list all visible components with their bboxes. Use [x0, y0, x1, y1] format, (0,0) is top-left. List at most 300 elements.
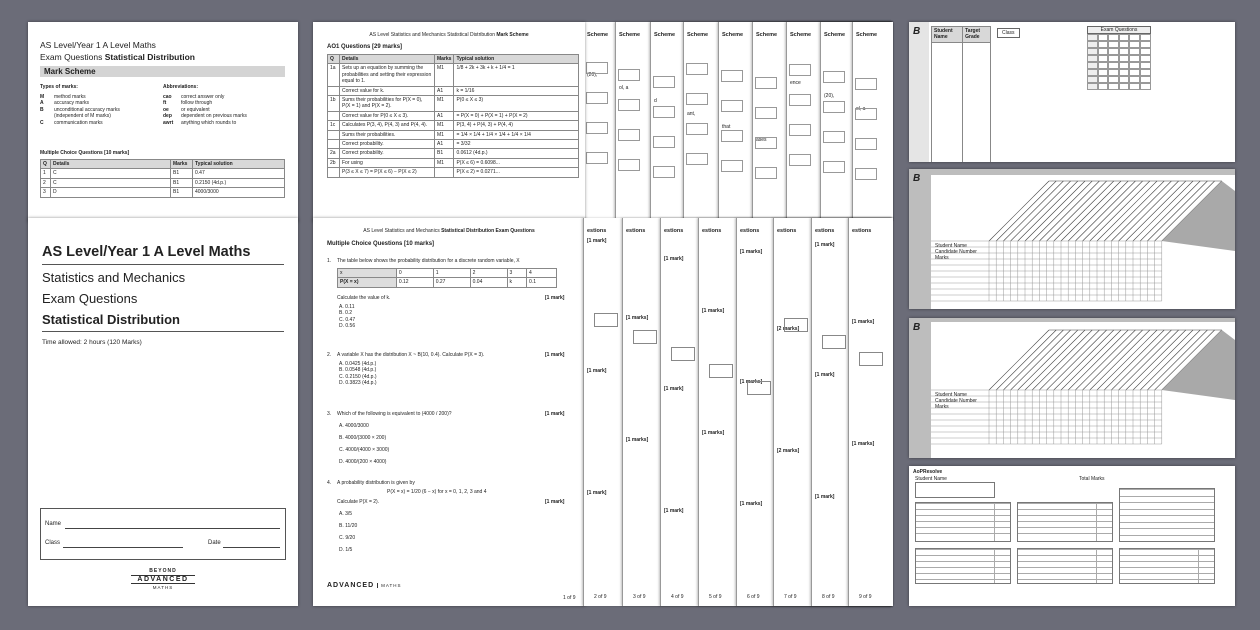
table-cell: M1	[435, 64, 454, 86]
q1-table-cell: x	[338, 269, 397, 278]
tracker2-logo-icon: B	[913, 173, 921, 184]
ms-stack-heading: Scheme	[824, 32, 846, 38]
diag-header-line	[1054, 181, 1114, 241]
t1-grid-cell	[1119, 34, 1130, 41]
exam-stack-heading: estions	[815, 228, 835, 234]
exam-stack-mark: [1 mark]	[587, 490, 607, 496]
table-cell: Calculates P(3, 4), P(4, 3) and P(4, 4).	[340, 121, 435, 130]
answer-option: B. 4000/(3000 × 200)	[339, 435, 387, 441]
q3-text: Which of the following is equivalent to (4000 / 200)?	[337, 411, 452, 417]
table-row	[41, 188, 285, 197]
t4-block-col	[1096, 503, 1097, 541]
type-text: method marks	[54, 94, 86, 100]
exam-stack-mark: [1 mark]	[664, 256, 684, 262]
table-cell: For using	[340, 158, 435, 167]
ms-stack-cell	[586, 92, 608, 104]
ms-stack-cell	[653, 166, 675, 178]
ms-stack-heading: Scheme	[619, 32, 641, 38]
exam-stack-mark: [1 marks]	[852, 319, 875, 325]
t1-grid-cell	[1140, 76, 1151, 83]
t4-block-row	[1120, 567, 1214, 568]
diag-header-line	[1097, 181, 1157, 241]
table-row	[328, 149, 579, 158]
diag-header-line	[1032, 330, 1092, 390]
class-line[interactable]	[63, 547, 183, 548]
table-cell: B1	[171, 169, 193, 178]
t1-grid-row	[1087, 76, 1151, 83]
table-cell: = P(X = 0) + P(X = 1) + P(X = 2)	[454, 111, 579, 120]
diag-header-line	[1068, 181, 1128, 241]
t1-grid-cell	[1129, 41, 1140, 48]
ms-stack-cell	[586, 122, 608, 134]
exam-stack-page-number: 7 of 9	[784, 594, 797, 600]
table-header-cell: Details	[340, 55, 435, 64]
abbr-code: ft	[163, 100, 167, 107]
t4-block-row	[1120, 509, 1214, 510]
t1-grid-cell	[1108, 41, 1119, 48]
t1-grid-cell	[1119, 55, 1130, 62]
exam-stack-answerbox	[633, 330, 657, 344]
t4-block-row	[916, 555, 1010, 556]
ms-page-header-bold: Mark Scheme	[496, 32, 529, 38]
exam-stack-page-number: 2 of 9	[594, 594, 607, 600]
cover-line2: Statistics and Mechanics	[42, 270, 186, 285]
t1-grid-row	[1087, 48, 1151, 55]
table-cell: 1	[41, 169, 51, 178]
answer-option: C. 4000/(4000 × 3000)	[339, 447, 390, 453]
t1-grid-cell	[1087, 55, 1098, 62]
t1-grid-cell	[1098, 69, 1109, 76]
ms-stack-cell	[686, 63, 708, 75]
t1-class-button[interactable]: Class	[997, 28, 1020, 38]
t4-block-row	[1120, 489, 1214, 490]
table-row	[41, 169, 285, 178]
diag-header-line	[996, 330, 1056, 390]
exam-stack-page-number: 4 of 9	[671, 594, 684, 600]
date-line[interactable]	[223, 547, 280, 548]
abbr-text: or equivalent	[181, 106, 210, 113]
q1-table-cell: 0.27	[433, 278, 470, 287]
ms-stack-heading: Scheme	[654, 32, 676, 38]
exam-footer-logo-sub: MATHS	[377, 583, 401, 588]
abbr-code: dep	[163, 113, 172, 120]
table-row	[328, 96, 579, 112]
t1-grid-cell	[1129, 76, 1140, 83]
ms-stack-cell	[789, 154, 811, 166]
t1-grid-cell	[1119, 62, 1130, 69]
ms-stack-snip: ence	[790, 80, 801, 86]
t4-block-row	[916, 567, 1010, 568]
ms-page-header-prefix: AS Level Statistics and Mechanics Statistical Distribution	[369, 32, 495, 38]
answer-option: D. 1/5	[339, 547, 353, 553]
t4-block-row	[1120, 522, 1214, 523]
table-cell: M1	[435, 96, 454, 112]
table-cell	[328, 111, 340, 120]
exam-stack-answerbox	[784, 318, 808, 332]
diag-header-line	[1119, 181, 1179, 241]
t1-table-title: Exam Questions	[1087, 26, 1151, 34]
ms-stack-cell	[855, 108, 877, 120]
t1-grid-cell	[1108, 83, 1119, 90]
abbr-code: cao	[163, 94, 172, 100]
table-cell: M1	[435, 130, 454, 139]
ms-page-table	[327, 54, 579, 178]
table-cell	[328, 140, 340, 149]
logo-bot: MATHS	[152, 585, 174, 590]
table-header-cell: Typical solution	[193, 160, 285, 169]
exam-stack-page-number: 9 of 9	[859, 594, 872, 600]
q1-table-cell: 2	[470, 269, 507, 278]
table-cell: B1	[171, 178, 193, 187]
t1-grid-row	[1087, 34, 1151, 41]
t1-grid	[1087, 34, 1151, 90]
table-cell: P(X ≤ 6) = 0.6098...	[454, 158, 579, 167]
t1-grade-col[interactable]	[963, 42, 991, 162]
exam-stack-answerbox	[709, 364, 733, 378]
table-cell: Correct value for P(0 ≤ X ≤ 3).	[340, 111, 435, 120]
diag-header-line	[1111, 330, 1171, 390]
answer-option: B. 0.2	[339, 310, 353, 317]
diag-header-line	[1011, 181, 1071, 241]
answer-option: B. 11/20	[339, 523, 358, 529]
t1-grid-cell	[1129, 34, 1140, 41]
t4-block-row	[1120, 573, 1214, 574]
table-header-row	[41, 160, 285, 169]
exam-stack-page-number: 6 of 9	[747, 594, 760, 600]
table-header-row	[328, 55, 579, 64]
diag-header-line	[1018, 330, 1078, 390]
ms-stack-cell	[789, 94, 811, 106]
diag-header-line	[1075, 181, 1135, 241]
t1-summary	[1087, 26, 1151, 90]
table-cell: 3	[41, 188, 51, 197]
t1-grid-cell	[1087, 76, 1098, 83]
t4-block-row	[1018, 509, 1112, 510]
t1-grid-row	[1087, 62, 1151, 69]
tracker-4	[909, 466, 1235, 606]
ms-stack-heading: Scheme	[722, 32, 744, 38]
t4-table-block	[915, 548, 1011, 584]
exam-stack-page-number: 5 of 9	[709, 594, 722, 600]
ms-stack-snip: ol, a	[619, 85, 629, 91]
exam-stack-mark: [1 mark]	[587, 238, 607, 244]
t1-grid-cell	[1140, 55, 1151, 62]
t4-block-row	[916, 515, 1010, 516]
t1-grid-cell	[1140, 41, 1151, 48]
q4-formula: P(X = x) = 1/20 (6 − x) for x = 0, 1, 2, 3 and 4	[387, 489, 487, 495]
t1-head2: Target Grade	[963, 27, 991, 43]
table-cell: A1	[435, 86, 454, 95]
ms-front-line2-bold: Statistical Distribution	[104, 52, 195, 62]
diag-header-line	[1025, 181, 1085, 241]
type-text: unconditional accuracy marks	[54, 106, 120, 113]
t4-block-row	[916, 561, 1010, 562]
q1-table-cell: 0.1	[527, 278, 557, 287]
ms-stack-cell	[618, 129, 640, 141]
table-header-cell: Q	[41, 160, 51, 169]
q1-table-row	[338, 278, 557, 287]
exam-stack-mark: [2 marks]	[777, 448, 800, 454]
t1-grid-cell	[1129, 55, 1140, 62]
tracker2-diagonal-headers	[931, 175, 1235, 309]
abbr-text: anything which rounds to	[181, 119, 237, 126]
q1-table-cell: k	[507, 278, 526, 287]
t1-grid-cell	[1108, 76, 1119, 83]
t4-block-row	[1120, 579, 1214, 580]
diag-header-line	[1039, 181, 1099, 241]
exam-stack-mark: [1 marks]	[740, 379, 763, 385]
name-line[interactable]	[65, 528, 280, 529]
exam-stack-heading: estions	[852, 228, 872, 234]
t4-block-row	[1120, 515, 1214, 516]
answer-option: B. 0.0548 (4d.p.)	[339, 367, 377, 374]
exam-stack-mark: [1 marks]	[740, 501, 763, 507]
table-cell: Sets up an equation by summing the probabilities and setting their expression equal to 1.	[340, 64, 435, 86]
table-cell: M1	[435, 158, 454, 167]
table-row	[328, 130, 579, 139]
diag-header-line	[1039, 330, 1099, 390]
t4-left: Student Name	[915, 476, 947, 482]
exam-stack-mark: [1 marks]	[626, 437, 649, 443]
table-header-cell: Typical solution	[454, 55, 579, 64]
cover-time: Time allowed: 2 hours (120 Marks)	[42, 339, 142, 346]
q4-number: 4.	[327, 480, 332, 486]
tracker-2	[909, 169, 1235, 309]
table-header-cell: Marks	[171, 160, 193, 169]
t1-grid-cell	[1129, 48, 1140, 55]
table-cell: k = 1/16	[454, 86, 579, 95]
q4-text: A probability distribution is given by	[337, 480, 415, 486]
q1-table-cell: 0.12	[396, 278, 433, 287]
diag-header-line	[1047, 181, 1107, 241]
q4-prompt: Calculate P(X = 2).	[337, 499, 380, 505]
t1-grid-cell	[1098, 41, 1109, 48]
q1-options	[339, 304, 355, 330]
table-row	[328, 111, 579, 120]
table-cell: Correct probability.	[340, 140, 435, 149]
t4-block-row	[1120, 549, 1214, 550]
t4-block-row	[916, 579, 1010, 580]
exam-stack-page-number: 3 of 9	[633, 594, 646, 600]
t4-info-block	[915, 482, 995, 498]
t4-block-row	[916, 533, 1010, 534]
table-row	[328, 140, 579, 149]
t1-grid-cell	[1098, 55, 1109, 62]
t1-grid-cell	[1098, 83, 1109, 90]
ms-front-line1: AS Level/Year 1 A Level Maths	[40, 40, 156, 50]
markscheme-front-page	[28, 22, 298, 222]
exam-page-number: 1 of 9	[563, 595, 576, 601]
table-row	[328, 121, 579, 130]
t1-grid-cell	[1098, 62, 1109, 69]
t4-block-row	[1120, 528, 1214, 529]
q1-table-cell: 1	[433, 269, 470, 278]
diag-header-line	[1003, 330, 1063, 390]
t4-title: AoPResolve	[913, 469, 943, 475]
table-cell	[328, 130, 340, 139]
table-cell: Correct probability.	[340, 149, 435, 158]
t1-grid-cell	[1140, 34, 1151, 41]
table-header-cell: Details	[51, 160, 171, 169]
diag-header-line	[1104, 181, 1164, 241]
table-cell	[328, 168, 340, 177]
table-cell: 2	[41, 178, 51, 187]
t4-table-block	[915, 502, 1011, 542]
type-text: (independent of M marks)	[54, 113, 111, 120]
diag-header-line	[989, 330, 1049, 390]
answer-option: C. 0.47	[339, 316, 356, 323]
t4-block-col	[1096, 549, 1097, 583]
cover-line1: AS Level/Year 1 A Level Maths	[42, 244, 251, 260]
ms-stack-snip: (20),	[587, 72, 598, 78]
t4-block-row	[916, 509, 1010, 510]
t4-block-row	[1018, 555, 1112, 556]
table-cell: 0.47	[193, 169, 285, 178]
t1-grid-cell	[1119, 83, 1130, 90]
tracker1-logo-icon: B	[913, 26, 921, 37]
q1-number: 1.	[327, 258, 332, 264]
answer-option: D. 0.3823 (4d.p.)	[339, 380, 377, 387]
ms-stack-cell	[686, 123, 708, 135]
type-code: B	[40, 106, 44, 113]
table-cell: Correct value for k.	[340, 86, 435, 95]
exam-stack-answerbox	[671, 347, 695, 361]
ms-stack-heading: Scheme	[687, 32, 709, 38]
exam-stack-mark: [1 mark]	[815, 242, 835, 248]
table-header-cell: Marks	[435, 55, 454, 64]
type-text: communication marks	[54, 119, 103, 126]
ms-front-line2-prefix: Exam Questions	[40, 52, 103, 62]
table-cell: 1/8 + 2k + 3k + k + 1/4 = 1	[454, 64, 579, 86]
type-code: A	[40, 100, 44, 107]
t4-block-row	[1018, 527, 1112, 528]
t4-right-block	[1119, 488, 1215, 542]
table-cell: Sums their probabilities for P(X = 0), P(X = 1) and P(X = 2).	[340, 96, 435, 112]
t1-grid-cell	[1140, 69, 1151, 76]
q4-options	[339, 508, 357, 556]
t1-grid-cell	[1119, 41, 1130, 48]
t4-block-col	[994, 549, 995, 583]
q2-text: A variable X has the distribution X ~ B(10, 0.4). Calculate P(X = 3).	[337, 352, 485, 358]
ms-stack-cell	[686, 153, 708, 165]
table-cell: 1a	[328, 64, 340, 86]
exam-footer-logo	[327, 582, 402, 589]
t3-label1: Student Name	[935, 392, 967, 398]
table-cell: B1	[171, 188, 193, 197]
t1-grid-cell	[1087, 83, 1098, 90]
markscheme-page	[313, 22, 585, 222]
t4-block-row	[1018, 561, 1112, 562]
diag-header-line	[1083, 181, 1143, 241]
t1-grid-cell	[1087, 69, 1098, 76]
answer-option: A. 0.11	[339, 304, 355, 310]
t1-grid-row	[1087, 41, 1151, 48]
t4-table-block	[1017, 548, 1113, 584]
t1-grid-cell	[1119, 48, 1130, 55]
table-cell: = 1/4 × 1/4 + 1/4 × 1/4 + 1/4 × 1/4	[454, 130, 579, 139]
table-cell: Sums their probabilities.	[340, 130, 435, 139]
q3-options	[339, 420, 389, 468]
answer-option: A. 0.0425 (4d.p.)	[339, 361, 377, 367]
table-cell: M1	[435, 121, 454, 130]
exam-stack-mark: [1 marks]	[626, 315, 649, 321]
ms-stack-snip: that	[722, 124, 731, 130]
table-cell: 1c	[328, 121, 340, 130]
t1-grid-cell	[1140, 83, 1151, 90]
t1-grid-cell	[1129, 69, 1140, 76]
answer-option: A. 3/5	[339, 511, 353, 517]
table-cell: D	[51, 188, 171, 197]
exam-stack-page-number: 8 of 9	[822, 594, 835, 600]
answer-option: C. 0.2150 (4d.p.)	[339, 373, 377, 380]
types-title: Types of marks:	[40, 84, 78, 90]
diag-header-line	[989, 181, 1049, 241]
ms-stack-heading: Scheme	[790, 32, 812, 38]
diag-header-line	[1003, 181, 1063, 241]
ms-stack-cell	[653, 136, 675, 148]
table-cell: 0.0612 (4d.p.)	[454, 149, 579, 158]
t1-grid-cell	[1119, 76, 1130, 83]
q1-mark: [1 mark]	[545, 295, 565, 301]
ms-front-bar: Mark Scheme	[40, 66, 285, 77]
table-cell: P(3 ≤ X ≤ 7) = P(X ≤ 6) − P(X ≤ 2)	[340, 168, 435, 177]
ms-stack-page	[852, 22, 893, 220]
t4-block-row	[916, 521, 1010, 522]
t1-grid-row	[1087, 69, 1151, 76]
diag-header-line	[1075, 330, 1135, 390]
table-row	[328, 158, 579, 167]
exam-stack-mark: [1 marks]	[702, 430, 725, 436]
q1-table-cell: 3	[507, 269, 526, 278]
diag-header-line	[1097, 330, 1157, 390]
t1-grid-cell	[1129, 62, 1140, 69]
ms-stack-snip: ol, a	[856, 106, 866, 112]
ms-stack-cell	[855, 78, 877, 90]
t4-right: Total Marks	[1079, 476, 1105, 482]
ms-stack-cell	[653, 106, 675, 118]
diag-header-line	[1032, 181, 1092, 241]
t4-block-row	[916, 573, 1010, 574]
t1-name-col[interactable]	[932, 42, 963, 162]
table-cell: P(X ≤ 2) = 0.0271...	[454, 168, 579, 177]
ms-stack-cell	[789, 124, 811, 136]
t4-block-row	[1018, 533, 1112, 534]
t4-table-block	[1017, 502, 1113, 542]
t4-block-row	[1018, 549, 1112, 550]
table-cell: 2a	[328, 149, 340, 158]
cover-logo	[123, 568, 203, 590]
t1-grid-cell	[1087, 62, 1098, 69]
exam-section: Multiple Choice Questions [10 marks]	[327, 241, 435, 247]
diag-header-line	[1111, 181, 1171, 241]
name-label: Name	[45, 521, 62, 527]
date-label: Date	[208, 540, 221, 546]
table-cell: B1	[435, 149, 454, 158]
table-cell: 4000/3000	[193, 188, 285, 197]
type-code: M	[40, 94, 45, 100]
abbr-code: oe	[163, 106, 169, 113]
class-label: Class	[45, 540, 61, 546]
t3-label3: Marks	[935, 404, 949, 410]
exam-stack-mark: [1 marks]	[852, 441, 875, 447]
q1-table	[337, 268, 557, 288]
t1-grid-cell	[1108, 69, 1119, 76]
table-cell: A1	[435, 111, 454, 120]
diag-header-line	[1018, 181, 1078, 241]
diag-header-line	[1119, 330, 1179, 390]
t4-block-col	[1198, 549, 1199, 583]
type-row	[40, 120, 160, 126]
